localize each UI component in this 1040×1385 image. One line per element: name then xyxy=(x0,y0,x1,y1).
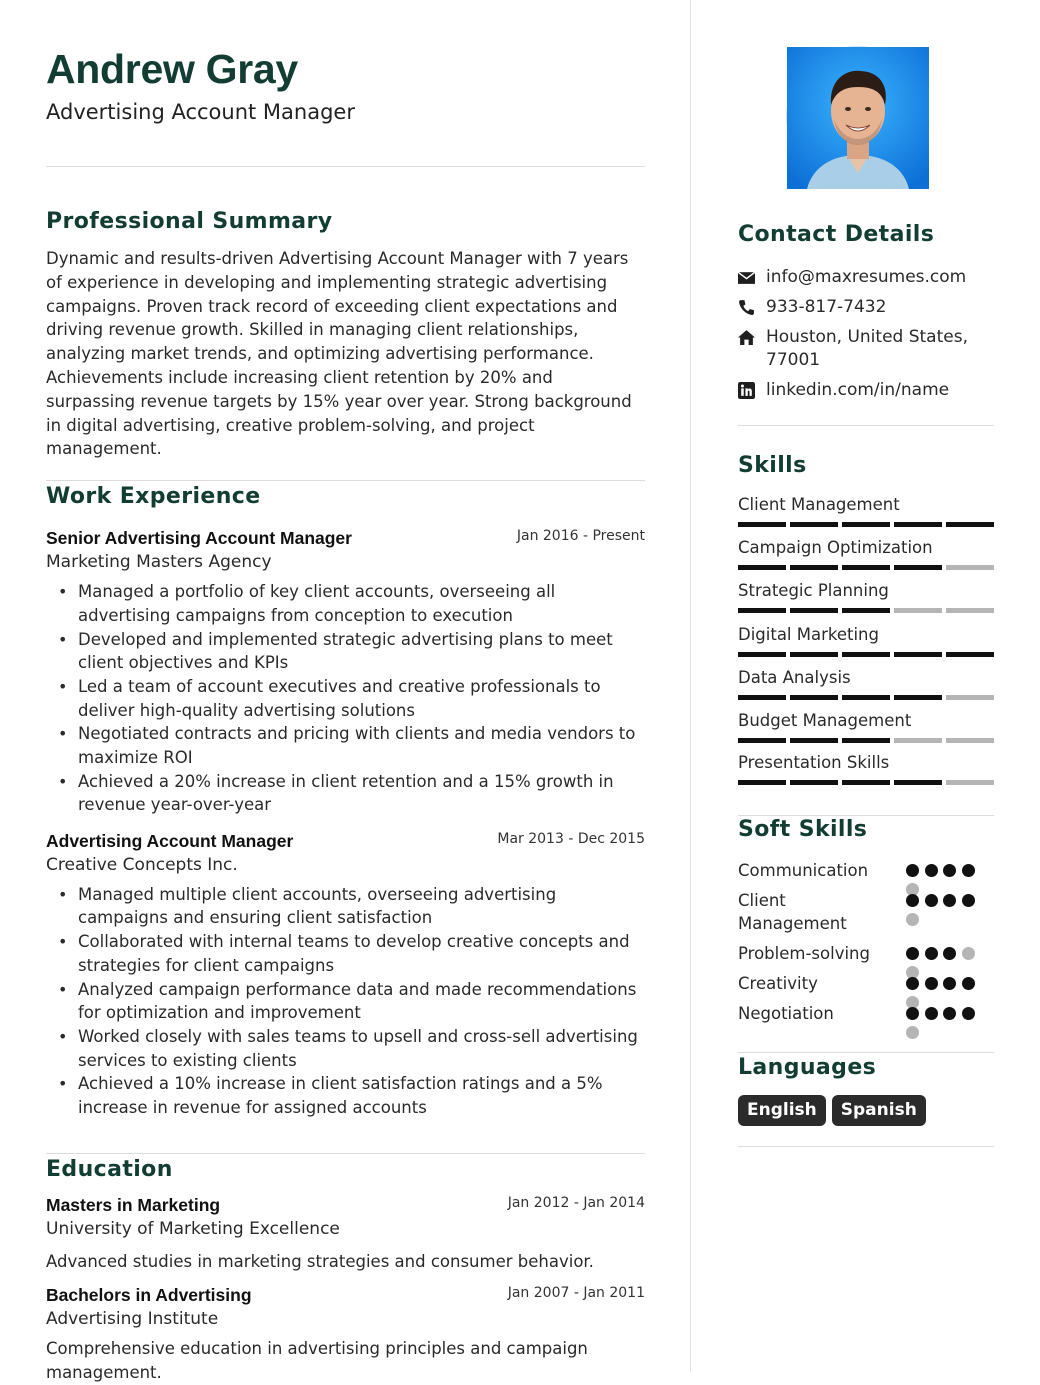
rating-dot-filled xyxy=(925,894,938,907)
bullet-item: • Developed and implemented strategic advertising plans to meet client objectives and KPIs xyxy=(46,628,645,675)
experience-heading: Work Experience xyxy=(46,484,261,510)
email-text: info@maxresumes.com xyxy=(766,267,967,287)
skill-segment-empty xyxy=(946,608,994,613)
section-divider xyxy=(46,1153,645,1154)
skill-item xyxy=(738,667,994,700)
avatar-illustration xyxy=(787,47,929,189)
bullet-item: • Collaborated with internal teams to develop creative concepts and strategies for client campaigns xyxy=(46,930,645,977)
skill-segment-filled xyxy=(946,652,994,657)
rating-dot-filled xyxy=(943,977,956,990)
skill-segment-filled xyxy=(842,738,890,743)
degree: Masters in Marketing xyxy=(46,1194,221,1215)
bullet-item: • Managed a portfolio of key client accounts, overseeing all advertising campaigns from conception to execution xyxy=(46,580,645,627)
profile-photo xyxy=(786,46,928,188)
soft-skill-label: Problem-solving xyxy=(738,944,870,963)
skill-segment-filled xyxy=(790,608,838,613)
skill-segment-filled xyxy=(894,652,942,657)
rating-dot-empty xyxy=(906,1026,919,1039)
email-icon xyxy=(738,269,755,286)
skill-segment-filled xyxy=(842,695,890,700)
skill-segment-empty xyxy=(894,608,942,613)
main-column xyxy=(46,44,645,1385)
contact-email[interactable] xyxy=(738,266,994,289)
skill-segment-filled xyxy=(738,652,786,657)
skill-segment-filled xyxy=(790,780,838,785)
contact-list xyxy=(738,266,994,409)
education-section xyxy=(46,1155,645,1385)
soft-skill-label: Communication xyxy=(738,861,869,880)
skill-label: Client Management xyxy=(738,495,900,514)
soft-skill-item xyxy=(738,942,994,965)
phone-icon xyxy=(738,299,755,316)
summary-section xyxy=(46,207,645,461)
bullet-item: • Managed multiple client accounts, overseeing advertising campaigns and ensuring client satisfaction xyxy=(46,883,645,930)
bullet-item: • Achieved a 20% increase in client retention and a 15% growth in revenue year-over-year xyxy=(46,770,645,817)
skill-item xyxy=(738,624,994,657)
job-entry xyxy=(46,526,645,817)
job-role: Advertising Account Manager xyxy=(46,830,294,851)
rating-dot-filled xyxy=(906,894,919,907)
school: University of Marketing Excellence xyxy=(46,1218,340,1239)
education-description: Comprehensive education in advertising principles and campaign management. xyxy=(46,1339,588,1383)
language-badge: English xyxy=(738,1095,826,1126)
skill-item xyxy=(738,580,994,613)
language-badge: Spanish xyxy=(832,1095,926,1126)
summary-heading: Professional Summary xyxy=(46,209,333,234)
skill-segment-empty xyxy=(946,695,994,700)
rating-dot-filled xyxy=(925,977,938,990)
rating-dot-filled xyxy=(962,977,975,990)
rating-dot-filled xyxy=(925,1007,938,1020)
degree: Bachelors in Advertising xyxy=(46,1285,252,1306)
rating-dot-filled xyxy=(906,1007,919,1020)
job-bullets xyxy=(46,580,645,817)
skill-segment-filled xyxy=(790,738,838,743)
contact-heading: Contact Details xyxy=(738,222,935,247)
skill-segment-filled xyxy=(738,695,786,700)
skill-segment-filled xyxy=(790,695,838,700)
job-company: Creative Concepts Inc. xyxy=(46,854,238,875)
skill-segment-filled xyxy=(842,522,890,527)
rating-dot-filled xyxy=(906,947,919,960)
section-divider xyxy=(738,425,994,426)
soft-skills-heading: Soft Skills xyxy=(738,817,868,842)
candidate-name: Andrew Gray xyxy=(46,46,298,92)
rating-dot-empty xyxy=(906,913,919,926)
soft-skill-label: Negotiation xyxy=(738,1004,834,1023)
skill-segment-filled xyxy=(738,608,786,613)
skill-segment-filled xyxy=(842,608,890,613)
linkedin-text: linkedin.com/in/name xyxy=(766,380,950,400)
skill-segment-empty xyxy=(894,738,942,743)
rating-dot-filled xyxy=(962,894,975,907)
rating-dot-filled xyxy=(962,864,975,877)
rating-dot-empty xyxy=(962,947,975,960)
contact-phone[interactable] xyxy=(738,296,994,319)
contact-linkedin[interactable] xyxy=(738,379,994,402)
bullet-item: • Achieved a 10% increase in client satisfaction ratings and a 5% increase in revenue for assigned accounts xyxy=(46,1072,645,1119)
languages-heading: Languages xyxy=(738,1055,877,1080)
rating-dot-filled xyxy=(925,864,938,877)
rating-dot-filled xyxy=(962,1007,975,1020)
candidate-title: Advertising Account Manager xyxy=(46,100,355,124)
skills-heading: Skills xyxy=(738,453,807,478)
bullet-item: • Led a team of account executives and creative professionals to deliver high-quality advertising solutions xyxy=(46,675,645,722)
rating-dot-filled xyxy=(925,947,938,960)
skill-segment-filled xyxy=(738,780,786,785)
bullet-item: • Worked closely with sales teams to upsell and cross-sell advertising services to existing clients xyxy=(46,1025,645,1072)
skill-segment-filled xyxy=(738,565,786,570)
skill-bar xyxy=(738,652,994,657)
rating-dot-filled xyxy=(943,864,956,877)
soft-skill-item xyxy=(738,1002,994,1025)
job-company: Marketing Masters Agency xyxy=(46,552,272,573)
skill-bar xyxy=(738,608,994,613)
skill-item xyxy=(738,710,994,743)
job-dates: Jan 2016 - Present xyxy=(516,528,645,545)
soft-skill-item xyxy=(738,972,994,995)
skill-segment-filled xyxy=(894,780,942,785)
education-entry xyxy=(46,1193,645,1274)
soft-skill-label: Creativity xyxy=(738,974,818,993)
section-divider xyxy=(738,1146,994,1147)
school: Advertising Institute xyxy=(46,1309,219,1330)
skill-segment-filled xyxy=(894,565,942,570)
skill-segment-filled xyxy=(946,522,994,527)
skill-segment-empty xyxy=(946,738,994,743)
linkedin-icon xyxy=(738,382,755,399)
phone-text: 933-817-7432 xyxy=(766,297,887,317)
skill-label: Digital Marketing xyxy=(738,625,879,644)
skill-item xyxy=(738,494,994,527)
language-list xyxy=(738,1095,926,1126)
skill-bar xyxy=(738,695,994,700)
skill-bar xyxy=(738,522,994,527)
skill-segment-empty xyxy=(946,780,994,785)
education-dates: Jan 2007 - Jan 2011 xyxy=(507,1285,645,1302)
skill-segment-filled xyxy=(790,522,838,527)
skill-label: Budget Management xyxy=(738,711,912,730)
address-text: Houston, United States, 77001 xyxy=(766,327,968,370)
contact-address xyxy=(738,326,994,372)
education-description: Advanced studies in marketing strategies and consumer behavior. xyxy=(46,1251,594,1271)
skill-segment-filled xyxy=(790,565,838,570)
skill-segment-filled xyxy=(894,522,942,527)
experience-section xyxy=(46,482,645,1119)
skill-segment-filled xyxy=(894,695,942,700)
summary-text: Dynamic and results-driven Advertising Account Manager with 7 years of experience in developing and implementing strategic advertising campaigns. Proven track record of exceeding client expectations and driving revenue growth. Skilled in managing client relationships, analyzing market trends, and optimizing advertising performance. Achievements include increasing client retention by 20% and surpassing revenue targets by 15% year over year. Strong background in digital advertising, creative problem-solving, and project management. xyxy=(46,249,632,459)
skill-segment-filled xyxy=(790,652,838,657)
bullet-item: • Negotiated contracts and pricing with clients and media vendors to maximize ROI xyxy=(46,722,645,769)
bullet-item: • Analyzed campaign performance data and made recommendations for optimization and improvement xyxy=(46,978,645,1025)
soft-skill-label: Client Management xyxy=(738,891,847,933)
skill-segment-filled xyxy=(738,738,786,743)
header-divider xyxy=(46,166,645,167)
education-entry xyxy=(46,1283,645,1385)
skill-label: Data Analysis xyxy=(738,668,851,687)
job-dates: Mar 2013 - Dec 2015 xyxy=(497,830,645,847)
skill-segment-filled xyxy=(738,522,786,527)
soft-skill-item xyxy=(738,859,994,882)
rating-dot-filled xyxy=(906,864,919,877)
education-heading: Education xyxy=(46,1156,173,1182)
skill-bar xyxy=(738,738,994,743)
job-role: Senior Advertising Account Manager xyxy=(46,528,352,549)
job-entry xyxy=(46,829,645,1120)
skill-bar xyxy=(738,780,994,785)
education-dates: Jan 2012 - Jan 2014 xyxy=(507,1194,645,1211)
skill-segment-filled xyxy=(842,652,890,657)
rating-dot-filled xyxy=(943,947,956,960)
skill-segment-filled xyxy=(842,565,890,570)
home-icon xyxy=(738,329,755,346)
skill-label: Campaign Optimization xyxy=(738,538,933,557)
rating-dot-filled xyxy=(943,1007,956,1020)
skill-item xyxy=(738,752,994,785)
job-bullets xyxy=(46,883,645,1120)
section-divider xyxy=(46,480,645,481)
soft-skill-item xyxy=(738,889,994,935)
skill-bar xyxy=(738,565,994,570)
rating-dot-filled xyxy=(906,977,919,990)
skill-label: Strategic Planning xyxy=(738,581,889,600)
skill-segment-filled xyxy=(842,780,890,785)
skill-item xyxy=(738,537,994,570)
column-divider xyxy=(690,0,691,1372)
skill-segment-empty xyxy=(946,565,994,570)
rating-dot-filled xyxy=(943,894,956,907)
skill-label: Presentation Skills xyxy=(738,753,890,772)
